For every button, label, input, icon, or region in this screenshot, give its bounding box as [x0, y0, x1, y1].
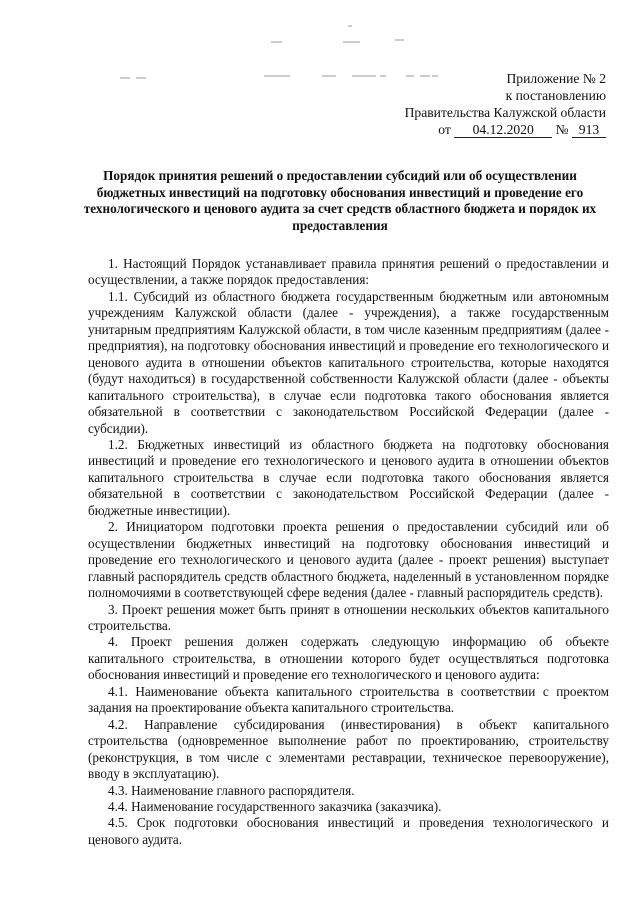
appendix-date-line — [438, 121, 606, 138]
paragraph-1-2: 1.2. Бюджетных инвестиций из областного бюджета на подготовку обоснования инвестиций и проведение его технологического и ценового аудита в отношении объектов капитального строительства в случае если подготовка такого обоснования является обязательной в соответствии с законодательством Российской Федерации (далее - бюджетные инвестиции). — [88, 436, 609, 518]
paragraph-1: 1. Настоящий Порядок устанавливает правила принятия решений о предоставлении и осуществлении, а также порядок предоставления: — [88, 256, 609, 288]
paragraph-1-1: 1.1. Субсидий из областного бюджета государственным бюджетным или автономным учреждениям Калужской области (далее - учреждения), а также государственным унитарным предприятиям Калужской области, в том числе казенным предприятиям (далее - предприятия), на подготовку обоснования инвестиций и проведение его технологического и ценового аудита в отношении объектов капитального строительства, которые находятся (будут находиться) в государственной собственности Калужской области (далее - объекты капитального строительства), в случае если подготовка такого обоснования является обязательной в соответствии с законодательством Российской Федерации (далее - субсидии). — [88, 288, 609, 436]
document-body — [88, 256, 609, 848]
paragraph-4-2: 4.2. Направление субсидирования (инвестирования) в объект капитального строительства (одновременное выполнение работ по проектированию, строительству (реконструкция, в том числе с элементами реставрации, техническое перевооружение), вводу в эксплуатацию). — [88, 716, 609, 782]
paragraph-4: 4. Проект решения должен содержать следующую информацию об объекте капитального строительства, в отношении которого будет осуществляться подготовка обоснования инвестиций и проведение его технологического и ценового аудита: — [88, 634, 609, 683]
appendix-block — [405, 70, 606, 138]
appendix-line-3: Правительства Калужской области — [404, 105, 606, 120]
paragraph-4-4: 4.4. Наименование государственного заказчика (заказчика). — [108, 798, 442, 814]
resolution-number: 913 — [572, 123, 606, 138]
paragraph-4-5: 4.5. Срок подготовки обоснования инвестиций и проведения технологического и ценового аудита. — [88, 815, 609, 847]
resolution-date: 04.12.2020 — [454, 123, 552, 138]
paragraph-4-1: 4.1. Наименование объекта капитального строительства в соответствии с проектом задания на проектирование объекта капитального строительства. — [88, 683, 609, 716]
document-title: Порядок принятия решений о предоставлении субсидий или об осуществлении бюджетных инвестиций на подготовку обоснования инвестиций и проведение его технологического и ценового аудита за счет средств областного бюджета и порядок их предоставления — [83, 168, 597, 233]
appendix-title: Приложение № 2 — [506, 71, 606, 86]
paragraph-3: 3. Проект решения может быть принят в отношении нескольких объектов капитального строительства. — [88, 601, 609, 633]
number-prefix: № — [555, 122, 569, 137]
appendix-line-2: к постановлению — [505, 88, 606, 103]
date-prefix: от — [438, 122, 451, 137]
paragraph-4-3: 4.3. Наименование главного распорядителя. — [108, 782, 355, 798]
paragraph-2: 2. Инициатором подготовки проекта решения о предоставлении субсидий или об осуществлении бюджетных инвестиций на подготовку обоснования инвестиций и проведение его технологического и ценового аудита (далее - проект решения) выступает главный распорядитель средств областного бюджета, наделенный в установленном порядке полномочиями в соответствующей сфере ведения (далее - главный распорядитель средств). — [88, 519, 609, 601]
